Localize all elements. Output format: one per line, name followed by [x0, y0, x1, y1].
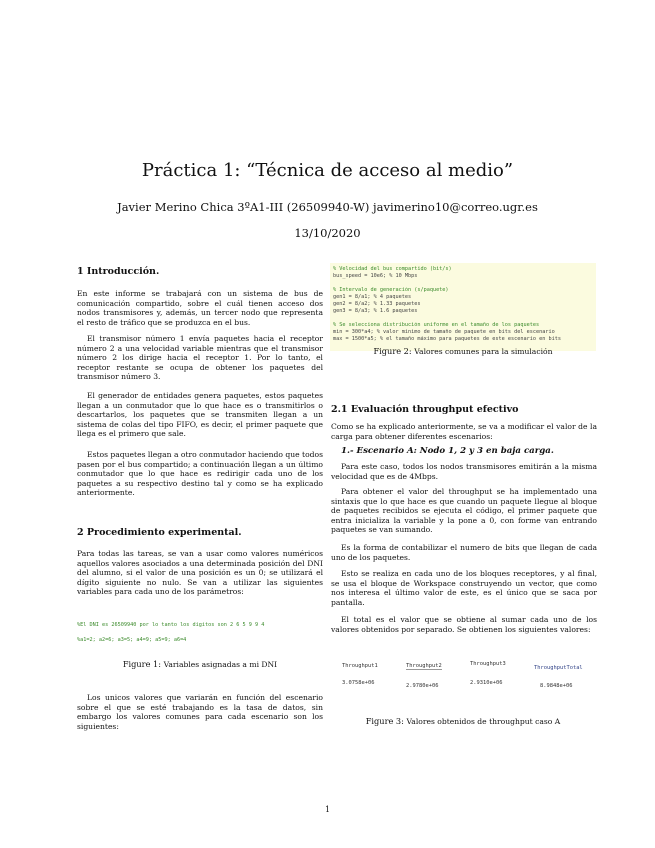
figure-2-code-line: % Intervalo de generación (s/paquete) [333, 287, 449, 293]
figure-3-caption [330, 716, 596, 726]
figure-2-code-line: % Velocidad del bus compartido (bit/s) [333, 266, 452, 272]
figure-2-caption-text: Valores comunes para la simulación [414, 347, 553, 356]
throughput-total-label: ThroughputTotal [534, 665, 583, 671]
throughput1-value: 3.0758e+06 [342, 680, 375, 686]
figure-2-code-box [330, 263, 596, 351]
figure-3-caption-text: Valores obtenidos de throughput caso A [406, 717, 561, 726]
figure-2-code-line: gen1 = 8/a1; % 4 paquetes [333, 294, 412, 300]
paper-date: 13/10/2020 [294, 226, 361, 240]
common-values-paragraph: Los unicos valores que variarán en función del escenario sobre el que se esté trabajando es la tasa de datos, sin embargo los valores comunes para cada escenario son los siguientes: [77, 693, 323, 731]
page-number: 1 [324, 805, 331, 814]
author-line: Javier Merino Chica 3ºA1-III (26509940-W) javimerino10@correo.ugr.es [117, 200, 538, 214]
figure-2-code-line: % Se selecciona distribución uniforme en el tamaño de los paquetes [333, 322, 540, 328]
throughput1-label: Throughput1 [342, 663, 378, 669]
figure-2-caption [330, 346, 596, 356]
intro-paragraph-4: Estos paquetes llegan a otro conmutador haciendo que todos pasen por el bus compartido; a continuación llegan a un último conmutador que lo que hace es redirigir cada uno de los paquetes a su respectivo destino tal y como se ha explicado anteriormente. [77, 450, 323, 498]
throughput3-label: Throughput3 [470, 661, 506, 667]
scenario-a-paragraph-3: Es la forma de contabilizar el numero de bits que llegan de cada uno de los paquetes. [331, 543, 597, 562]
figure-2-code-line: bus_speed = 10e6; % 10 Mbps [333, 273, 418, 279]
intro-paragraph-2: El transmisor número 1 envía paquetes hacia el receptor número 2 a una velocidad variable mientras que el transmisor número 2 los dirige hacia el receptor 1. Por lo tanto, el receptor restante se ocupa de obtener los paquetes del transmisor número 3. [77, 334, 323, 382]
throughput-total-value: 8.9848e+06 [540, 683, 573, 689]
scenario-a-paragraph-2: Para obtener el valor del throughput se ha implementado una sintaxis que lo que hace es que cuando un paquete llegue al bloque de paquetes recibidos se ejecuta el código, el primer paquete que entra inicializa la variable y la pone a 0, con forme van entrando paquetes se van sumando. [331, 487, 597, 535]
scenario-a-heading: 1.- Escenario A: Nodo 1, 2 y 3 en baja carga. [341, 446, 554, 456]
throughput2-value: 2.9780e+06 [406, 683, 439, 689]
figure-2-caption-label: Figure 2: [373, 346, 412, 356]
paper-title: Práctica 1: “Técnica de acceso al medio” [141, 160, 514, 181]
scenario-a-paragraph-5: El total es el valor que se obtiene al sumar cada uno de los valores obtenidos por separado. Se obtienen los siguientes valores: [331, 615, 597, 634]
scenario-a-paragraph-1: Para este caso, todos los nodos transmisores emitirán a la misma velocidad que es de 4Mbps. [331, 462, 597, 481]
intro-paragraph-3: El generador de entidades genera paquetes, estos paquetes llegan a un conmutador que lo que hace es o transmitirlos o descartarlos, los paquetes que se transmiten llegan a un sistema de colas del tipo FIFO, es decir, el primer paquete que llega es el primero que sale. [77, 391, 323, 439]
figure-2-code-line [333, 315, 593, 322]
throughput2-label: Throughput2 [406, 663, 442, 669]
figure-1-code-line-1: %El DNI es 26509940 por lo tanto los dígitos son 2 6 5 9 9 4 [77, 622, 265, 628]
figure-1-caption-label: Figure 1: [122, 659, 161, 669]
figure-2-code-line: max = 1500*a5; % el tamaño máximo para paquetes de este escenario en bits [333, 336, 561, 342]
figure-2-code-line: min = 300*a4; % valor minimo de tamaño de paquete en bits del escenario [333, 329, 555, 335]
figure-2-code-line: gen3 = 8/a3; % 1.6 paquetes [333, 308, 418, 314]
intro-paragraph-1: En este informe se trabajará con un sistema de bus de comunicación compartido, sobre el cuál tienen acceso dos nodos transmisores y, además, un tercer nodo que representa el resto de tráfico que se produzca en el bus. [77, 289, 323, 327]
figure-3-caption-label: Figure 3: [365, 716, 404, 726]
figure-1-caption [77, 659, 323, 669]
figure-3-results [334, 660, 598, 714]
throughput-intro-paragraph: Como se ha explicado anteriormente, se va a modificar el valor de la carga para obtener diferentes escenarios: [331, 422, 597, 441]
procedure-paragraph: Para todas las tareas, se van a usar como valores numéricos aquellos valores asociados a una determinada posición del DNI del alumno, si el valor de una posición es un 0; se utilizará el dígito siguiente no nulo. Se van a utilizar las siguientes variables para cada uno de los parámetros: [77, 549, 323, 597]
figure-1-caption-text: Variables asignadas a mi DNI [163, 660, 278, 669]
scenario-a-paragraph-4: Esto se realiza en cada uno de los bloques receptores, y al final, se usa el bloque de Workspace construyendo un vector, que como nos interesa el último valor de este, es el único que se saca por pantalla. [331, 569, 597, 607]
throughput3-value: 2.9310e+06 [470, 680, 503, 686]
figure-2-code-line: gen2 = 8/a2; % 1.33 paquetes [333, 301, 421, 307]
figure-2-code-line [333, 280, 593, 287]
section-2-heading: 2 Procedimiento experimental. [77, 527, 242, 538]
figure-1-code-line-2: %a1=2; a2=6; a3=5; a4=9; a5=9; a6=4 [77, 637, 187, 643]
section-1-heading: 1 Introducción. [77, 266, 160, 277]
section-2-1-heading: 2.1 Evaluación throughput efectivo [331, 404, 519, 415]
